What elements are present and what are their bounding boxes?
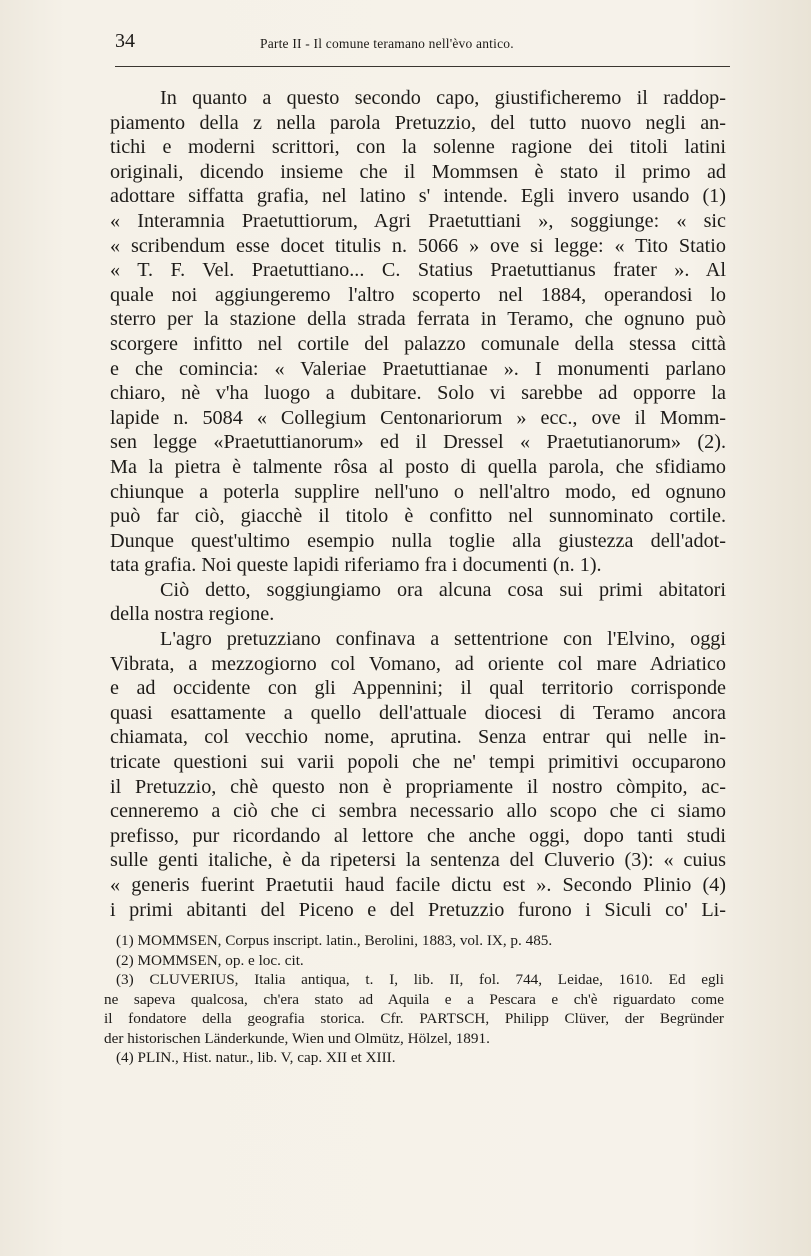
text-line: chiunque a poterla supplire nell'uno o nell'altro modo, ed ognuno	[110, 480, 726, 503]
text-line: prefisso, pur ricordando al lettore che anche oggi, dopo tanti studi	[110, 824, 726, 847]
footnote-line: (1) MOMMSEN, Corpus inscript. latin., Berolini, 1883, vol. IX, p. 485.	[116, 932, 553, 949]
text-line: « scribendum esse docet titulis n. 5066 » ove si legge: « Tito Statio	[110, 234, 726, 257]
text-line: « T. F. Vel. Praetuttiano... C. Statius Praetuttianus frater ». Al	[110, 259, 726, 282]
text-line: sterro per la stazione della strada ferrata in Teramo, che ognuno può	[110, 308, 726, 331]
text-line: L'agro pretuzziano confinava a settentrione con l'Elvino, oggi	[160, 628, 726, 651]
footnote-line: (4) PLIN., Hist. natur., lib. V, cap. XII et XIII.	[116, 1049, 396, 1066]
text-line: sulle genti italiche, è da ripetersi la sentenza del Cluverio (3): « cuius	[110, 849, 726, 872]
text-line: e che comincia: « Valeriae Praetuttianae ». I monumenti parlano	[110, 357, 726, 380]
text-line: quale noi aggiungeremo l'altro scoperto nel 1884, operandosi lo	[110, 283, 726, 306]
text-line: chiaro, nè v'ha luogo a dubitare. Solo vi sarebbe ad opporre la	[110, 382, 726, 405]
text-line: scorgere infitto nel cortile del palazzo comunale della stessa città	[110, 332, 726, 355]
text-line: Dunque quest'ultimo esempio nulla toglie alla giustezza dell'adot-	[110, 529, 726, 552]
text-line: della nostra regione.	[110, 603, 275, 626]
text-line: piamento della z nella parola Pretuzzio, del tutto nuovo negli an-	[110, 111, 726, 134]
footnote-line: il fondatore della geografia storica. Cfr. PARTSCH, Philipp Clüver, der Begründer	[104, 1010, 724, 1027]
text-line: In quanto a questo secondo capo, giustificheremo il raddop-	[160, 87, 726, 109]
text-line: originali, dicendo insieme che il Mommsen è stato il primo ad	[110, 160, 726, 183]
page-number: 34	[115, 30, 135, 52]
running-title: Parte II - Il comune teramano nell'èvo antico.	[260, 36, 514, 51]
text-line: « generis fuerint Praetutii haud facile dictu est ». Secondo Plinio (4)	[110, 874, 726, 896]
text-line: e ad occidente con gli Appennini; il qual territorio corrisponde	[110, 677, 726, 700]
text-line: i primi abitanti del Piceno e del Pretuzzio furono i Siculi co' Li-	[110, 898, 726, 921]
footnote-line: ne sapeva qualcosa, ch'era stato ad Aquila e a Pescara e ch'è riguardato come	[104, 990, 724, 1008]
text-line: tata grafia. Noi queste lapidi riferiamo fra i documenti (n. 1).	[110, 554, 602, 577]
footnote-line: der historischen Länderkunde, Wien und Olmütz, Hölzel, 1891.	[104, 1029, 490, 1047]
header-rule	[115, 66, 730, 67]
footnote-line: (3) CLUVERIUS, Italia antiqua, t. I, lib. II, fol. 744, Leidae, 1610. Ed egli	[116, 971, 724, 988]
text-line: cenneremo a ciò che ci sembra necessario allo scopo che ci siamo	[110, 800, 726, 823]
text-line: Ciò detto, soggiungiamo ora alcuna cosa sui primi abitatori	[160, 578, 726, 601]
main-text	[110, 86, 726, 922]
text-line: il Pretuzzio, chè questo non è propriamente il nostro còmpito, ac-	[110, 775, 726, 798]
page-header	[115, 30, 730, 60]
footnotes	[104, 931, 724, 1068]
text-line: « Interamnia Praetuttiorum, Agri Praetuttiani », soggiunge: « sic	[110, 209, 726, 232]
text-line: Ma la pietra è talmente rôsa al posto di quella parola, che sfidiamo	[110, 455, 726, 478]
text-line: può far ciò, giacchè il titolo è confitto nel sunnominato cortile.	[110, 505, 726, 528]
text-line: tichi e moderni scrittori, con la solenne ragione dei titoli latini	[110, 136, 726, 159]
footnote-line: (2) MOMMSEN, op. e loc. cit.	[116, 951, 304, 969]
text-line: lapide n. 5084 « Collegium Centonariorum » ecc., ove il Momm-	[110, 406, 726, 429]
text-line: Vibrata, a mezzogiorno col Vomano, ad oriente col mare Adriatico	[110, 652, 726, 675]
text-line: sen legge «Praetuttianorum» ed il Dressel « Praetutianorum» (2).	[110, 431, 726, 454]
text-line: tricate questioni sui varii popoli che ne' tempi primitivi occuparono	[110, 751, 726, 774]
text-line: chiamata, col vecchio nome, aprutina. Senza entrar qui nelle in-	[110, 726, 726, 749]
text-line: quasi esattamente a quello dell'attuale diocesi di Teramo ancora	[110, 701, 726, 724]
text-line: adottare siffatta grafia, nel latino s' intende. Egli invero usando (1)	[110, 185, 726, 208]
